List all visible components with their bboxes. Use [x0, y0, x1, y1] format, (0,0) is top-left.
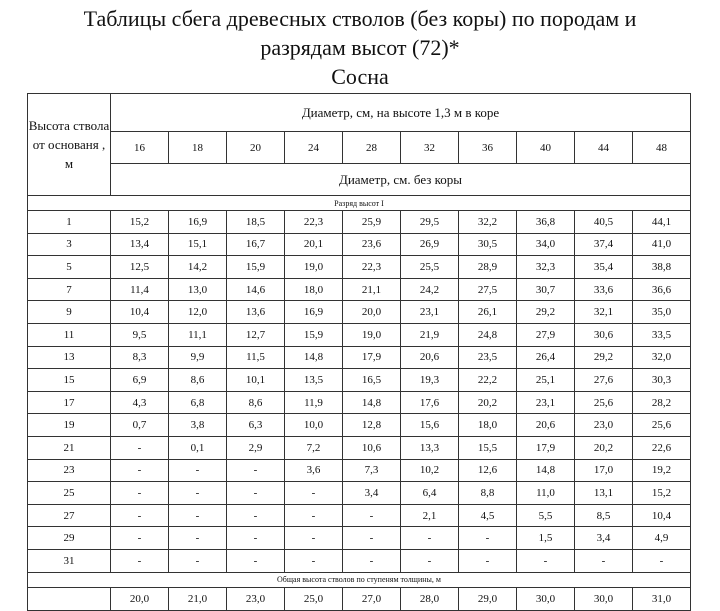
title-line-3: Сосна	[331, 64, 389, 89]
value-cell: 22,6	[633, 436, 691, 459]
value-cell: 15,9	[285, 323, 343, 346]
title-line-2: разрядам высот (72)*	[260, 35, 460, 60]
value-cell: -	[517, 549, 575, 572]
value-cell: 19,0	[343, 323, 401, 346]
value-cell: 28,2	[633, 391, 691, 414]
taper-rows	[28, 211, 691, 573]
value-cell: 4,5	[459, 504, 517, 527]
value-cell: 32,2	[459, 211, 517, 234]
value-cell: 44,1	[633, 211, 691, 234]
value-cell: 35,0	[633, 301, 691, 324]
value-cell: 30,3	[633, 369, 691, 392]
value-cell: 11,0	[517, 482, 575, 505]
height-cell: 7	[28, 278, 111, 301]
value-cell: 35,4	[575, 256, 633, 279]
diameter-header-cell: 18	[169, 132, 227, 164]
height-cell: 19	[28, 414, 111, 437]
value-cell: 26,9	[401, 233, 459, 256]
height-column-header: Высота ствола от основаня , м	[28, 94, 111, 196]
value-cell: 23,0	[575, 414, 633, 437]
table-row	[28, 233, 691, 256]
value-cell: 20,6	[517, 414, 575, 437]
value-cell: 13,6	[227, 301, 285, 324]
total-height-cell: 31,0	[633, 587, 691, 610]
table-row	[28, 323, 691, 346]
value-cell: 7,3	[343, 459, 401, 482]
value-cell: -	[285, 549, 343, 572]
value-cell: 3,4	[343, 482, 401, 505]
table-row	[28, 391, 691, 414]
value-cell: -	[169, 459, 227, 482]
table-row	[28, 436, 691, 459]
value-cell: -	[227, 504, 285, 527]
height-cell: 29	[28, 527, 111, 550]
value-cell: 5,5	[517, 504, 575, 527]
value-cell: 12,8	[343, 414, 401, 437]
diameter-bark-header: Диаметр, см, на высоте 1,3 м в коре	[111, 94, 691, 132]
value-cell: -	[111, 436, 169, 459]
value-cell: 8,6	[227, 391, 285, 414]
value-cell: 29,2	[575, 346, 633, 369]
value-cell: 17,6	[401, 391, 459, 414]
value-cell: 15,5	[459, 436, 517, 459]
value-cell: 19,0	[285, 256, 343, 279]
value-cell: 34,0	[517, 233, 575, 256]
value-cell: 20,2	[575, 436, 633, 459]
value-cell: 15,9	[227, 256, 285, 279]
value-cell: 17,9	[343, 346, 401, 369]
value-cell: 7,2	[285, 436, 343, 459]
diameter-header-cell: 28	[343, 132, 401, 164]
value-cell: 9,5	[111, 323, 169, 346]
value-cell: 4,9	[633, 527, 691, 550]
value-cell: 25,6	[633, 414, 691, 437]
value-cell: 8,5	[575, 504, 633, 527]
value-cell: -	[343, 527, 401, 550]
value-cell: 12,7	[227, 323, 285, 346]
value-cell: 29,2	[517, 301, 575, 324]
value-cell: 40,5	[575, 211, 633, 234]
value-cell: 25,1	[517, 369, 575, 392]
height-cell: 17	[28, 391, 111, 414]
value-cell: 18,5	[227, 211, 285, 234]
value-cell: -	[459, 527, 517, 550]
value-cell: -	[285, 504, 343, 527]
table-row	[28, 549, 691, 572]
value-cell: -	[169, 482, 227, 505]
value-cell: 6,4	[401, 482, 459, 505]
value-cell: -	[227, 459, 285, 482]
diameter-header-cell: 16	[111, 132, 169, 164]
value-cell: 18,0	[459, 414, 517, 437]
value-cell: 14,8	[517, 459, 575, 482]
value-cell: 20,1	[285, 233, 343, 256]
diameter-header-cell: 24	[285, 132, 343, 164]
value-cell: 20,2	[459, 391, 517, 414]
value-cell: -	[169, 549, 227, 572]
total-height-cell: 23,0	[227, 587, 285, 610]
value-cell: 33,5	[633, 323, 691, 346]
value-cell: 27,5	[459, 278, 517, 301]
table-row	[28, 211, 691, 234]
value-cell: 10,0	[285, 414, 343, 437]
value-cell: 9,9	[169, 346, 227, 369]
value-cell: 12,6	[459, 459, 517, 482]
total-height-row	[28, 587, 691, 610]
height-cell: 31	[28, 549, 111, 572]
height-cell: 3	[28, 233, 111, 256]
value-cell: -	[343, 549, 401, 572]
value-cell: 26,4	[517, 346, 575, 369]
table-row	[28, 482, 691, 505]
value-cell: 13,1	[575, 482, 633, 505]
value-cell: 16,5	[343, 369, 401, 392]
total-height-cell: 28,0	[401, 587, 459, 610]
value-cell: 23,5	[459, 346, 517, 369]
table-row	[28, 504, 691, 527]
value-cell: -	[343, 504, 401, 527]
value-cell: 18,0	[285, 278, 343, 301]
value-cell: 8,6	[169, 369, 227, 392]
value-cell: -	[575, 549, 633, 572]
value-cell: 22,2	[459, 369, 517, 392]
value-cell: 14,2	[169, 256, 227, 279]
value-cell: 16,9	[169, 211, 227, 234]
value-cell: -	[633, 549, 691, 572]
total-height-cell: 29,0	[459, 587, 517, 610]
value-cell: 37,4	[575, 233, 633, 256]
diameter-no-bark-header: Диаметр, см. без коры	[111, 164, 691, 196]
value-cell: 0,1	[169, 436, 227, 459]
value-cell: 0,7	[111, 414, 169, 437]
value-cell: 20,0	[343, 301, 401, 324]
value-cell: 24,8	[459, 323, 517, 346]
value-cell: 32,3	[517, 256, 575, 279]
table-row	[28, 256, 691, 279]
value-cell: 21,9	[401, 323, 459, 346]
value-cell: 23,1	[517, 391, 575, 414]
value-cell: 2,1	[401, 504, 459, 527]
value-cell: 10,1	[227, 369, 285, 392]
value-cell: 24,2	[401, 278, 459, 301]
diameter-header-cell: 44	[575, 132, 633, 164]
value-cell: -	[111, 504, 169, 527]
height-cell: 1	[28, 211, 111, 234]
value-cell: 16,9	[285, 301, 343, 324]
value-cell: 36,8	[517, 211, 575, 234]
height-cell: 13	[28, 346, 111, 369]
table-row	[28, 527, 691, 550]
diameter-header-cell: 36	[459, 132, 517, 164]
height-class-band: Разряд высот I	[28, 196, 691, 211]
value-cell: -	[169, 527, 227, 550]
value-cell: 13,5	[285, 369, 343, 392]
total-height-cell: 30,0	[517, 587, 575, 610]
value-cell: 6,3	[227, 414, 285, 437]
value-cell: 14,6	[227, 278, 285, 301]
height-cell: 21	[28, 436, 111, 459]
value-cell: 29,5	[401, 211, 459, 234]
value-cell: 3,6	[285, 459, 343, 482]
total-height-cell: 20,0	[111, 587, 169, 610]
value-cell: 19,2	[633, 459, 691, 482]
value-cell: -	[285, 482, 343, 505]
value-cell: 13,4	[111, 233, 169, 256]
value-cell: 21,1	[343, 278, 401, 301]
value-cell: 25,6	[575, 391, 633, 414]
total-height-cell: 21,0	[169, 587, 227, 610]
taper-table	[27, 93, 691, 611]
value-cell: 30,7	[517, 278, 575, 301]
height-cell: 23	[28, 459, 111, 482]
value-cell: 20,6	[401, 346, 459, 369]
value-cell: 26,1	[459, 301, 517, 324]
value-cell: 6,9	[111, 369, 169, 392]
value-cell: 19,3	[401, 369, 459, 392]
value-cell: 41,0	[633, 233, 691, 256]
table-row	[28, 278, 691, 301]
value-cell: 12,0	[169, 301, 227, 324]
table-row	[28, 369, 691, 392]
value-cell: 15,6	[401, 414, 459, 437]
value-cell: 14,8	[285, 346, 343, 369]
total-height-label-cell	[28, 587, 111, 610]
value-cell: 30,5	[459, 233, 517, 256]
value-cell: 36,6	[633, 278, 691, 301]
table-row	[28, 459, 691, 482]
value-cell: 27,6	[575, 369, 633, 392]
value-cell: 32,0	[633, 346, 691, 369]
height-cell: 5	[28, 256, 111, 279]
value-cell: -	[227, 482, 285, 505]
value-cell: -	[459, 549, 517, 572]
value-cell: 25,9	[343, 211, 401, 234]
diameter-header-cell: 48	[633, 132, 691, 164]
table-row	[28, 301, 691, 324]
value-cell: 14,8	[343, 391, 401, 414]
value-cell: 15,2	[111, 211, 169, 234]
value-cell: 22,3	[285, 211, 343, 234]
value-cell: 8,3	[111, 346, 169, 369]
value-cell: 28,9	[459, 256, 517, 279]
value-cell: 4,3	[111, 391, 169, 414]
value-cell: -	[111, 482, 169, 505]
value-cell: -	[111, 527, 169, 550]
page-title	[0, 4, 720, 91]
value-cell: 17,9	[517, 436, 575, 459]
value-cell: 38,8	[633, 256, 691, 279]
value-cell: -	[111, 549, 169, 572]
value-cell: 10,2	[401, 459, 459, 482]
value-cell: -	[169, 504, 227, 527]
total-height-cell: 27,0	[343, 587, 401, 610]
value-cell: 3,8	[169, 414, 227, 437]
value-cell: 11,9	[285, 391, 343, 414]
value-cell: 3,4	[575, 527, 633, 550]
value-cell: 15,2	[633, 482, 691, 505]
diameter-header-cell: 20	[227, 132, 285, 164]
height-cell: 11	[28, 323, 111, 346]
diameter-row	[28, 132, 691, 164]
value-cell: 1,5	[517, 527, 575, 550]
height-cell: 15	[28, 369, 111, 392]
value-cell: 12,5	[111, 256, 169, 279]
title-line-1: Таблицы сбега древесных стволов (без коры) по породам и	[83, 6, 637, 31]
value-cell: 11,5	[227, 346, 285, 369]
height-cell: 27	[28, 504, 111, 527]
value-cell: 10,6	[343, 436, 401, 459]
value-cell: 13,0	[169, 278, 227, 301]
value-cell: -	[227, 549, 285, 572]
value-cell: 10,4	[633, 504, 691, 527]
diameter-header-cell: 32	[401, 132, 459, 164]
value-cell: -	[111, 459, 169, 482]
total-height-cell: 25,0	[285, 587, 343, 610]
value-cell: 30,6	[575, 323, 633, 346]
value-cell: 8,8	[459, 482, 517, 505]
value-cell: 32,1	[575, 301, 633, 324]
value-cell: 27,9	[517, 323, 575, 346]
total-height-cell: 30,0	[575, 587, 633, 610]
value-cell: 25,5	[401, 256, 459, 279]
value-cell: -	[401, 549, 459, 572]
value-cell: 11,4	[111, 278, 169, 301]
value-cell: 16,7	[227, 233, 285, 256]
value-cell: 23,1	[401, 301, 459, 324]
value-cell: -	[285, 527, 343, 550]
total-height-band: Общая высота стволов по ступеням толщины, м	[28, 572, 691, 587]
value-cell: 11,1	[169, 323, 227, 346]
table-row	[28, 346, 691, 369]
value-cell: -	[227, 527, 285, 550]
table-row	[28, 414, 691, 437]
value-cell: 23,6	[343, 233, 401, 256]
value-cell: -	[401, 527, 459, 550]
value-cell: 33,6	[575, 278, 633, 301]
height-cell: 9	[28, 301, 111, 324]
value-cell: 22,3	[343, 256, 401, 279]
value-cell: 13,3	[401, 436, 459, 459]
value-cell: 15,1	[169, 233, 227, 256]
diameter-header-cell: 40	[517, 132, 575, 164]
value-cell: 6,8	[169, 391, 227, 414]
value-cell: 17,0	[575, 459, 633, 482]
height-cell: 25	[28, 482, 111, 505]
value-cell: 2,9	[227, 436, 285, 459]
value-cell: 10,4	[111, 301, 169, 324]
